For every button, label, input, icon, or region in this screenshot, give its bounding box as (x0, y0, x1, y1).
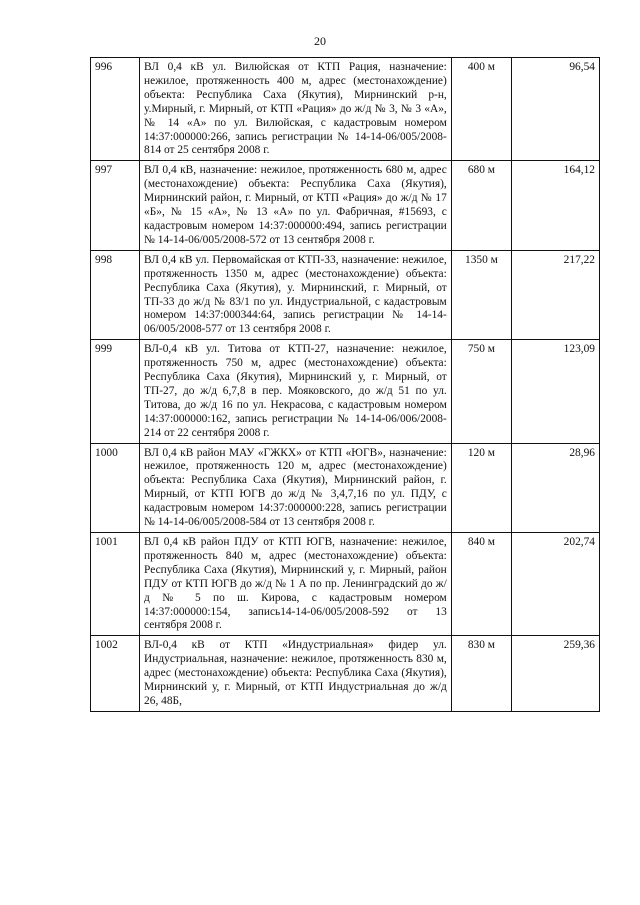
object-length: 400 м (451, 58, 511, 161)
object-description: ВЛ 0,4 кВ ул. Вилюйская от КТП Рация, назначение: нежилое, протяженность 400 м, адрес (местонахождение) объекта: Республика Саха (Якутия), Мирнинский р-н, у.Мирный, г. Мирный, от КТП «Рация» до ж/д № 3, № 3 «А», № 14 «А» по ул. Вилюйская, с кадастровым номером 14:37:000000:266, запись регистрации № 14-14-06/005/2008-814 от 25 сентября 2008 г. (140, 58, 452, 161)
object-description: ВЛ 0,4 кВ район ПДУ от КТП ЮГВ, назначение: нежилое, протяженность 840 м, адрес (местонахождение) объекта: Республика Саха (Якутия), Мирнинский у, г. Мирный, район ПДУ от КТП ЮГВ до ж/д № 1 А по пр. Ленинградский до ж/д № 5 по ш. Кирова, с кадастровым номером 14:37:000000:154, запись14-14-06/005/2008-592 от 13 сентября 2008 г. (140, 533, 452, 636)
row-number: 1002 (91, 636, 140, 712)
table-row (91, 443, 600, 532)
row-number: 997 (91, 161, 140, 250)
table-row (91, 58, 600, 161)
property-registry-table (90, 57, 600, 712)
object-value: 217,22 (512, 250, 600, 339)
object-value: 123,09 (512, 340, 600, 443)
object-description: ВЛ 0,4 кВ ул. Первомайская от КТП-33, назначение: нежилое, протяженность 1350 м, адрес (местонахождение) объекта: Республика Саха (Якутия), у. Мирнинский, г. Мирный, от ТП-33 до ж/д № 83/1 по ул. Индустриальной, с кадастровым номером 14:37:000344:64, запись регистрации № 14-14-06/005/2008-577 от 13 сентября 2008 г. (140, 250, 452, 339)
object-length: 840 м (451, 533, 511, 636)
row-number: 999 (91, 340, 140, 443)
table-row (91, 340, 600, 443)
table-row (91, 636, 600, 712)
object-value: 96,54 (512, 58, 600, 161)
table-row (91, 161, 600, 250)
table-row (91, 250, 600, 339)
row-number: 998 (91, 250, 140, 339)
object-value: 202,74 (512, 533, 600, 636)
object-description: ВЛ-0,4 кВ ул. Титова от КТП-27, назначение: нежилое, протяженность 750 м, адрес (местонахождение) объекта: Республика Саха (Якутия), Мирнинский у, г. Мирный, от ТП-27, до ж/д 6,7,8 в пер. Мояковского, до ж/д 51 по ул. Титова, до ж/д 16 по ул. Некрасова, с кадастровым номером 14:37:000000:162, запись регистрации № 14-14-06/006/2008-214 от 22 сентября 2008 г. (140, 340, 452, 443)
page-number: 20 (314, 34, 326, 48)
object-description: ВЛ 0,4 кВ район МАУ «ГЖКХ» от КТП «ЮГВ», назначение: нежилое, протяженность 120 м, адрес (местонахождение) объекта: Республика Саха (Якутия), Мирнинский район, г. Мирный, от КТП ЮГВ до ж/д № 3,4,7,16 по ул. ПДУ, с кадастровым номером 14:37:000000:228, запись регистрации № 14-14-06/005/2008-584 от 13 сентября 2008 г. (140, 443, 452, 532)
object-description: ВЛ-0,4 кВ от КТП «Индустриальная» фидер ул. Индустриальная, назначение: нежилое, протяженность 830 м, адрес (местонахождение) объекта: Республика Саха (Якутия), Мирнинский у, г. Мирный, от КТП Индустриальная до ж/д 26, 48Б, (140, 636, 452, 712)
object-length: 750 м (451, 340, 511, 443)
object-value: 28,96 (512, 443, 600, 532)
object-value: 164,12 (512, 161, 600, 250)
row-number: 1000 (91, 443, 140, 532)
object-length: 680 м (451, 161, 511, 250)
object-length: 1350 м (451, 250, 511, 339)
object-value: 259,36 (512, 636, 600, 712)
table-row (91, 533, 600, 636)
row-number: 996 (91, 58, 140, 161)
object-length: 120 м (451, 443, 511, 532)
object-length: 830 м (451, 636, 511, 712)
row-number: 1001 (91, 533, 140, 636)
object-description: ВЛ 0,4 кВ, назначение: нежилое, протяженность 680 м, адрес (местонахождение) объекта: Республика Саха (Якутия), Мирнинский район, г. Мирный, от КТП «Рация» до ж/д № 17 «Б», № 15 «А», № 13 «А» по ул. Фабричная, #15693, с кадастровым номером 14:37:000000:494, запись регистрации № 14-14-06/005/2008-572 от 13 сентября 2008 г. (140, 161, 452, 250)
